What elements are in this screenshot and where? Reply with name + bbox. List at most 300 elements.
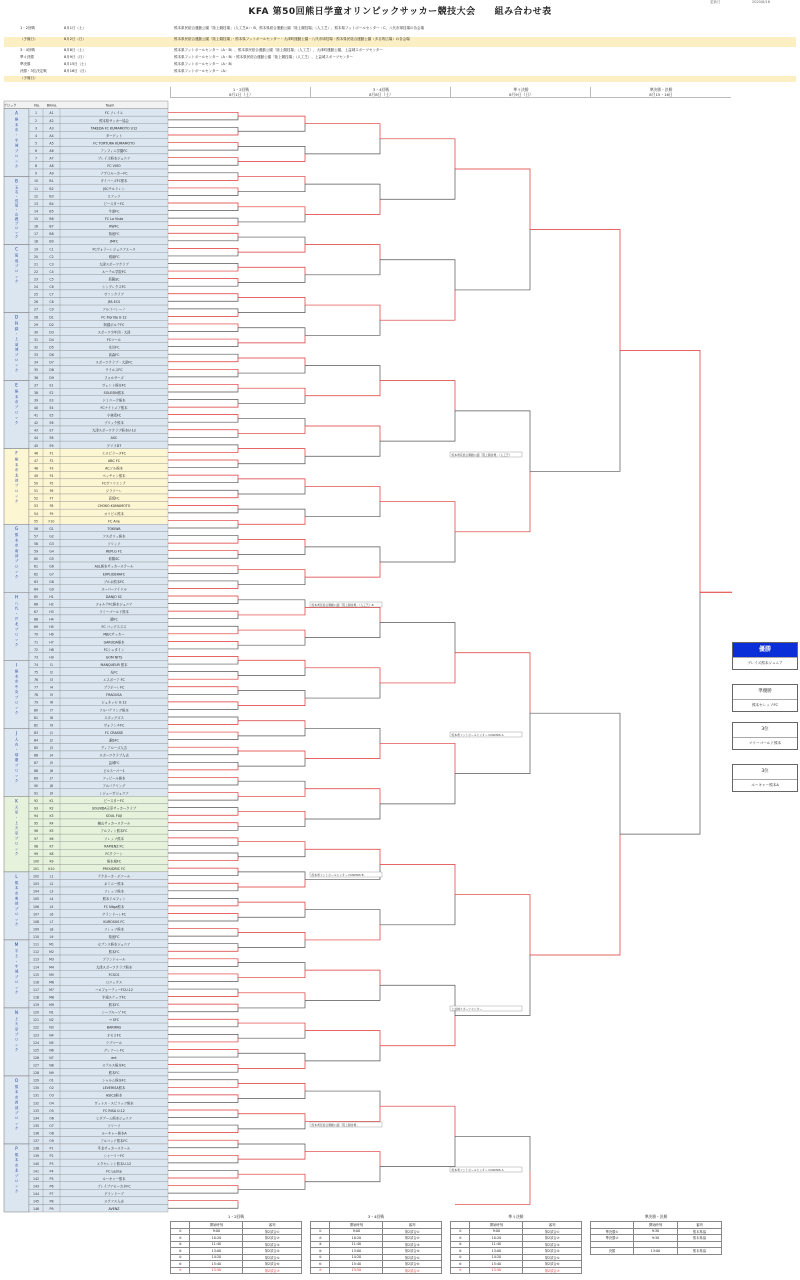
team-block-no: L4 xyxy=(49,897,54,902)
schedule-table-cell: ⑦ xyxy=(171,1267,190,1274)
bracket-line xyxy=(305,260,380,275)
team-block-no: H4 xyxy=(49,617,54,622)
phase-date: 8月9日（日） xyxy=(509,92,533,97)
team-no: 6 xyxy=(34,149,38,154)
team-no: 45 xyxy=(33,443,39,448)
bracket-line xyxy=(238,630,305,638)
bracket-line xyxy=(238,1114,305,1122)
team-no: 140 xyxy=(32,1161,40,1166)
team-no: 146 xyxy=(32,1207,40,1212)
bracket-line xyxy=(168,641,238,645)
team-name: レジェーガジュニア xyxy=(99,791,129,796)
team-block-no: N2 xyxy=(49,1018,54,1023)
block-name-char: 八 xyxy=(14,601,19,606)
team-block-no: A9 xyxy=(49,171,54,176)
block-name-char: 部 xyxy=(14,1105,19,1110)
team-block-no: J4 xyxy=(50,753,53,758)
block-name-char: ロ xyxy=(14,980,19,985)
team-no: 62 xyxy=(33,572,39,577)
bracket-line xyxy=(305,124,380,139)
team-block-no: K3 xyxy=(49,814,54,819)
bracket-line xyxy=(168,585,238,589)
team-block-no: K5 xyxy=(49,829,54,834)
bracket-line xyxy=(238,1121,305,1129)
team-name: アッピール熊本 xyxy=(102,776,126,781)
schedule-table-cell: 13:00 xyxy=(330,1248,383,1255)
team-block-no: M8 xyxy=(49,995,54,1000)
team-block-no: B3 xyxy=(49,194,54,199)
team-block-no: H8 xyxy=(49,647,54,652)
column-header: No. xyxy=(34,103,40,108)
team-name: 楠山サッカースクール xyxy=(97,821,131,826)
bracket-line xyxy=(168,1201,238,1205)
team-name: FC La Vista xyxy=(104,217,124,222)
team-block-no: P7 xyxy=(49,1191,54,1196)
champion-box xyxy=(732,642,798,670)
bracket-line xyxy=(168,1099,238,1103)
bracket-line xyxy=(238,607,305,615)
block-name-char: 草 xyxy=(14,810,19,815)
team-no: 131 xyxy=(32,1093,40,1098)
block-name-char: ロ xyxy=(14,1178,19,1183)
bracket-line xyxy=(305,910,380,925)
team-block-no: C9 xyxy=(49,307,54,312)
block-name-char: 吉 xyxy=(14,742,19,747)
team-block-no: J7 xyxy=(50,776,53,781)
team-no: 141 xyxy=(32,1169,40,1174)
team-name: 熊本FC xyxy=(108,1003,120,1008)
bracket-line xyxy=(168,1065,238,1069)
team-block-no: N3 xyxy=(49,1025,54,1030)
third-place-box-2 xyxy=(732,764,798,792)
team-name: 牛深FC xyxy=(108,209,120,214)
champion-label: 優勝 xyxy=(733,643,797,658)
bracket-line xyxy=(380,532,455,562)
bracket-line xyxy=(305,547,380,562)
column-header: Team xyxy=(105,103,115,108)
bracket-line xyxy=(168,1129,238,1133)
bracket-line xyxy=(168,309,238,313)
bracket-line xyxy=(238,668,305,676)
team-no: 38 xyxy=(33,390,39,395)
schedule-table-cell: ⑤ xyxy=(311,1254,330,1261)
block-name-char: 熊 xyxy=(14,1084,19,1089)
team-no: 22 xyxy=(33,269,39,274)
bracket-line xyxy=(305,849,380,864)
venue-label: 熊本県フットボールセンター COSMOS A xyxy=(451,732,504,737)
block-name-char: 宇 xyxy=(14,964,19,969)
team-name: ASICS熊本 xyxy=(105,1093,123,1098)
team-name: ソレッソ熊本 xyxy=(104,836,124,841)
bracket-line xyxy=(380,290,455,320)
team-block-no: I6 xyxy=(50,700,53,705)
team-name: アルフィン熊本FC xyxy=(100,829,128,834)
bracket-line xyxy=(305,199,380,214)
block-name-char: 鹿 xyxy=(14,217,19,222)
schedule-table-cell: 決勝 xyxy=(591,1248,634,1255)
team-no: 23 xyxy=(33,277,39,282)
team-block-no: A8 xyxy=(49,164,54,169)
team-name: 光FC xyxy=(110,670,118,675)
bracket-line xyxy=(238,910,305,918)
team-no: 114 xyxy=(32,965,40,970)
bracket-line xyxy=(168,218,238,222)
block-name-char: ブ xyxy=(14,1110,19,1115)
schedule-table-cell: 第2試合⑤ xyxy=(383,1254,442,1261)
block-name-char: ロ xyxy=(14,153,19,158)
team-block-no: L3 xyxy=(49,889,54,894)
block-name-char: 本 xyxy=(14,394,19,399)
block-name-char: ク xyxy=(14,710,19,715)
bracket-line xyxy=(168,298,238,302)
team-name: FC Lazise xyxy=(106,1169,122,1174)
schedule-table-row xyxy=(171,1267,302,1274)
bracket-line xyxy=(168,551,238,555)
team-block-no: O5 xyxy=(49,1108,54,1113)
team-block-no: E4 xyxy=(49,405,54,410)
team-block-no: D4 xyxy=(49,337,54,342)
team-block-no: L1 xyxy=(49,874,54,879)
bracket-line xyxy=(380,743,455,773)
team-no: 51 xyxy=(33,489,39,494)
team-name: 鏡FC xyxy=(110,617,118,622)
team-no: 34 xyxy=(33,360,39,365)
bracket-line xyxy=(238,1091,305,1099)
bracket-line xyxy=(238,146,305,154)
team-no: 72 xyxy=(33,647,39,652)
team-block-no: E2 xyxy=(49,390,54,395)
bracket-line xyxy=(168,751,238,755)
team-name: アルコバレーノ xyxy=(102,307,126,312)
team-no: 125 xyxy=(32,1048,40,1053)
team-name: 菊池FC xyxy=(108,935,120,940)
team-name: ソリーソ xyxy=(107,1123,121,1128)
block-id: H xyxy=(14,594,19,600)
bracket-line xyxy=(168,475,238,479)
block-name-char: 名 xyxy=(14,190,19,195)
team-block-no: K7 xyxy=(49,844,54,849)
team-name: LEVERISA熊本 xyxy=(102,1086,126,1091)
block-name-char: ッ xyxy=(14,159,19,164)
block-name-char: ・ xyxy=(14,332,19,337)
bracket-line xyxy=(168,400,238,404)
bracket-line xyxy=(305,139,380,154)
schedule-venues: 熊本県フットボールセンター（A） xyxy=(174,69,229,73)
team-no: 99 xyxy=(33,851,39,856)
bracket-line xyxy=(380,260,455,290)
schedule-table-cell: ① xyxy=(451,1228,470,1235)
block-name-char: 部 xyxy=(14,554,19,559)
bracket-line xyxy=(168,248,238,252)
bracket-line xyxy=(238,275,305,283)
third-label-1: 3位 xyxy=(733,723,797,738)
team-name: ヴァンクラブ xyxy=(104,292,124,297)
block-name-char: ブ xyxy=(14,1173,19,1178)
team-block-no: P4 xyxy=(49,1169,54,1174)
bracket-line xyxy=(168,1114,238,1118)
bracket-line xyxy=(168,324,238,328)
bracket-line xyxy=(455,1170,530,1204)
bracket-line xyxy=(305,320,380,335)
bracket-line xyxy=(168,857,238,861)
team-name: アスポリィ熊本 xyxy=(102,534,126,539)
schedule-table-cell: ① xyxy=(171,1228,190,1235)
block-name-char: 天 xyxy=(14,826,19,831)
bracket-line xyxy=(238,479,305,487)
schedule-venues: 熊本県フットボールセンター（A・B）・熊本県民総合運動公園「陸上競技場」（人工芝）、上益城スポーツセンター xyxy=(174,55,354,59)
block-name-char: ブ xyxy=(14,836,19,841)
schedule-table xyxy=(310,1214,442,1274)
bracket-line xyxy=(168,384,238,388)
bracket-line xyxy=(168,657,238,661)
block-name-char: 城 xyxy=(14,347,19,352)
block-name-char: ブ xyxy=(14,559,19,564)
bracket-line xyxy=(620,592,700,834)
team-no: 107 xyxy=(32,912,40,917)
bracket-line xyxy=(238,396,305,404)
column-header: Blkno. xyxy=(46,103,58,108)
team-no: 103 xyxy=(32,882,40,887)
bracket-line xyxy=(168,570,238,574)
block-name-char: ロ xyxy=(14,564,19,569)
schedule-table-cell: 13:00 xyxy=(190,1248,243,1255)
team-no: 30 xyxy=(33,330,39,335)
team-block-no: E3 xyxy=(49,398,54,403)
block-name-char: ク xyxy=(14,368,19,373)
team-name: ASC xyxy=(110,436,118,441)
bracket-line xyxy=(168,1008,238,1012)
schedule-table-cell: ③ xyxy=(171,1241,190,1248)
team-name: ピースターFC xyxy=(103,798,125,803)
bracket-line xyxy=(305,1152,380,1167)
team-name: ヴェント熊本FC xyxy=(102,383,126,388)
bracket-line xyxy=(168,177,238,181)
bracket-line xyxy=(305,683,380,698)
team-name: PROUDRIC FC xyxy=(102,867,126,872)
team-no: 69 xyxy=(33,625,39,630)
team-no: 14 xyxy=(33,209,39,214)
team-name: ドミニーク熊本 xyxy=(102,398,126,403)
team-name: オセロFC xyxy=(107,1033,121,1038)
team-name: スポーツクラブ人吉 xyxy=(99,753,129,758)
team-no: 89 xyxy=(33,776,39,781)
block-id: N xyxy=(15,1009,18,1015)
team-block-no: G5 xyxy=(49,557,54,562)
block-name-char: 上 xyxy=(14,1016,19,1021)
team-no: 25 xyxy=(33,292,39,297)
schedule-table-cell: 準決勝② xyxy=(591,1235,634,1242)
block-name-char: ブ xyxy=(14,405,19,410)
schedule-venues: 熊本県フットボールセンター（A・B）、熊本県民総合運動公園「陸上競技場」（人工芝）、大津町運動公園、上益城スポーツセンター xyxy=(174,48,383,52)
schedule-label: 3・4回戦 xyxy=(20,48,35,52)
schedule-table-cell: 15:40 xyxy=(190,1261,243,1268)
team-name: KUROSUS FC xyxy=(103,919,125,924)
team-no: 18 xyxy=(33,239,39,244)
team-no: 65 xyxy=(33,594,39,599)
team-block-no: N9 xyxy=(49,1071,54,1076)
bracket-line xyxy=(168,143,238,147)
team-block-no: I4 xyxy=(50,685,53,690)
block-name-char: 芦 xyxy=(14,616,19,621)
bracket-line xyxy=(168,328,238,332)
bracket-line xyxy=(168,539,238,543)
team-block-no: D2 xyxy=(49,322,54,327)
bracket-line xyxy=(305,1106,380,1121)
bracket-line xyxy=(168,944,238,948)
block-name-char: 熊 xyxy=(14,880,19,885)
team-name: GARUDA熊本 xyxy=(103,640,125,645)
team-name: ヴォランチFC xyxy=(103,723,125,728)
team-no: 27 xyxy=(33,307,39,312)
team-no: 126 xyxy=(32,1055,40,1060)
block-name-char: ク xyxy=(14,642,19,647)
team-name: ソレッソ熊本 xyxy=(104,927,124,932)
team-block-no: L5 xyxy=(49,904,54,909)
team-block-no: J9 xyxy=(50,791,53,796)
bracket-line xyxy=(168,706,238,710)
bracket-line xyxy=(305,1091,380,1106)
bracket-line xyxy=(168,127,238,131)
team-block-no: C1 xyxy=(49,247,54,252)
bracket-line xyxy=(168,747,238,751)
bracket-line xyxy=(238,366,305,374)
runner-up-box xyxy=(732,684,798,712)
bracket-line xyxy=(168,838,238,842)
bracket-line xyxy=(168,929,238,933)
team-name: ジラソーレ xyxy=(105,489,123,494)
block-name-char: ロ xyxy=(14,410,19,415)
team-block-no: M5 xyxy=(49,972,54,977)
schedule-table-cell: 第2試合⑦ xyxy=(523,1267,582,1274)
bracket-line xyxy=(168,898,238,902)
team-name: FC RISA U-12 xyxy=(103,1108,125,1113)
block-name-char: ク xyxy=(14,778,19,783)
bracket-line xyxy=(168,868,238,872)
team-name: スポーツ少年団・大津 xyxy=(97,330,131,335)
bracket-line xyxy=(238,426,305,434)
team-no: 74 xyxy=(33,662,39,667)
bracket-line xyxy=(238,305,305,313)
team-name: SOLESIN熊本 xyxy=(103,390,125,395)
bracket-line xyxy=(238,993,305,1001)
team-block-no: P6 xyxy=(49,1184,54,1189)
team-block-no: G6 xyxy=(49,564,54,569)
schedule-table-cell: 10:20 xyxy=(470,1235,523,1242)
schedule-table-title: 準決勝・決勝 xyxy=(644,1214,668,1219)
bracket-line xyxy=(238,177,305,185)
team-block-no: G4 xyxy=(49,549,54,554)
bracket-line xyxy=(168,267,238,271)
block-name-char: 熊 xyxy=(14,1152,19,1157)
team-name: FC Florida U-12 xyxy=(101,315,127,320)
schedule-table-head: 審判 xyxy=(678,1222,722,1229)
team-no: 26 xyxy=(33,300,39,305)
team-no: 43 xyxy=(33,428,39,433)
bracket-line xyxy=(168,369,238,373)
block-name-char: ッ xyxy=(14,1042,19,1047)
team-no: 33 xyxy=(33,353,39,358)
team-block-no: D5 xyxy=(49,345,54,350)
bracket-line xyxy=(238,509,305,517)
team-no: 115 xyxy=(32,972,40,977)
schedule-table-cell: 第2試合② xyxy=(243,1235,302,1242)
team-block-no: B4 xyxy=(49,201,54,206)
block-name-char: ブ xyxy=(14,352,19,357)
bracket-line xyxy=(380,381,455,411)
schedule-table-cell: ① xyxy=(311,1228,330,1235)
bracket-line xyxy=(168,917,238,921)
team-block-no: C7 xyxy=(49,292,54,297)
bracket-line xyxy=(238,237,305,245)
team-no: 80 xyxy=(33,708,39,713)
block-name-char: 市 xyxy=(14,127,19,132)
team-name: ソレッソ熊本 xyxy=(104,889,124,894)
team-name: 大津スポーツクラブ熊本 xyxy=(95,965,133,970)
block-id: L xyxy=(15,873,18,879)
team-no: 11 xyxy=(33,186,39,191)
block-name-char: 南 xyxy=(14,548,19,553)
team-block-no: B9 xyxy=(49,239,54,244)
bracket-line xyxy=(168,691,238,695)
team-no: 137 xyxy=(32,1139,40,1144)
team-no: 39 xyxy=(33,398,39,403)
block-name-char: 市 xyxy=(14,468,19,473)
schedule-table-cell: 10:20 xyxy=(190,1235,243,1242)
team-name: ゲランドーブ xyxy=(104,1191,124,1196)
team-block-no: D7 xyxy=(49,360,54,365)
team-block-no: N8 xyxy=(49,1063,54,1068)
bracket-line xyxy=(380,169,455,199)
block-name-char: ッ xyxy=(14,637,19,642)
bracket-line xyxy=(238,570,305,578)
schedule-venues: 熊本県民総合運動公園「陸上競技場」（人工芝A）・B、熊本県総合運動公園「陸上競技場」（人工芝）、熊本県フットボールセンター・C、八代市球技場の各会場 xyxy=(174,26,425,30)
bracket-line xyxy=(238,940,305,948)
team-name: 城南FC xyxy=(108,254,120,259)
team-no: 128 xyxy=(32,1071,40,1076)
team-name: 宇城ステップFC xyxy=(102,995,126,1000)
team-no: 46 xyxy=(33,451,39,456)
team-no: 119 xyxy=(32,1003,40,1008)
bracket-line xyxy=(168,978,238,982)
team-block-no: O4 xyxy=(49,1101,54,1106)
block-name-char: 本 xyxy=(14,1158,19,1163)
team-block-no: A6 xyxy=(49,149,54,154)
team-no: 82 xyxy=(33,723,39,728)
schedule-table-cell: 第2試合⑥ xyxy=(243,1261,302,1268)
team-no: 124 xyxy=(32,1040,40,1045)
team-no: 41 xyxy=(33,413,39,418)
bracket-line xyxy=(238,751,305,759)
team-no: 112 xyxy=(32,950,40,955)
team-no: 88 xyxy=(33,768,39,773)
bracket-line xyxy=(238,267,305,275)
team-block-no: O1 xyxy=(49,1078,54,1083)
team-no: 130 xyxy=(32,1086,40,1091)
team-name: エスピラーダFC xyxy=(102,451,126,456)
schedule-table-cell: ⑦ xyxy=(311,1267,330,1274)
team-name: シャーリーFC xyxy=(103,1154,125,1159)
schedule-date: 8月1日（土） xyxy=(64,26,86,30)
team-block-no: O3 xyxy=(49,1093,54,1098)
bracket-line xyxy=(380,985,455,1015)
team-name: ピースターFC xyxy=(103,201,125,206)
team-block-no: K4 xyxy=(49,821,54,826)
schedule-label: 1・2回戦 xyxy=(20,26,35,30)
schedule-table-cell: 10:20 xyxy=(330,1235,383,1242)
team-block-no: H3 xyxy=(49,610,54,615)
team-no: 8 xyxy=(34,164,38,169)
bracket-line xyxy=(305,789,380,804)
